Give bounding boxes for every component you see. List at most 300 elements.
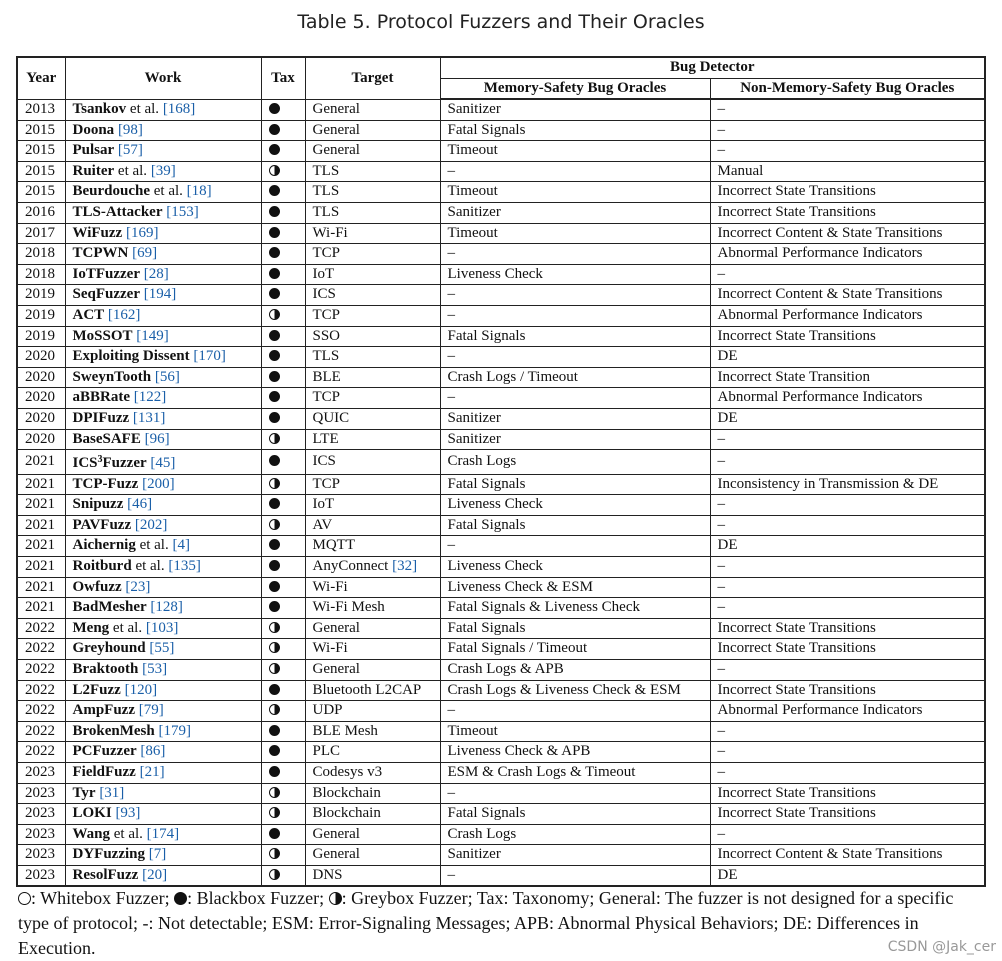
target-cell <box>305 367 440 388</box>
tax-cell <box>261 326 305 347</box>
target-cell <box>305 598 440 619</box>
table-row <box>17 99 985 120</box>
memory-oracle-cell: Fatal Signals <box>440 120 710 141</box>
tax-cell <box>261 804 305 825</box>
legend-greybox: : Greybox Fuzzer; Tax: Taxonomy; General: The fuzzer is not designed for a specific type of protocol; -: Not detectable; ESM: Error-Signaling Messages; APB: Abnormal Physical Behaviors; DE: Differences in Execution. <box>18 888 954 958</box>
year-cell: 2021 <box>17 556 65 577</box>
work-superscript: 3 <box>97 454 103 466</box>
memory-oracle-cell: Liveness Check <box>440 556 710 577</box>
table-row <box>17 285 985 306</box>
work-name: ResolFuzz <box>72 866 139 883</box>
blackbox-icon <box>269 288 280 299</box>
target-name: General <box>312 619 360 636</box>
blackbox-icon <box>269 766 280 777</box>
citation: [96] <box>144 430 170 447</box>
non-memory-oracle-cell: Inconsistency in Transmission & DE <box>710 474 985 495</box>
work-name: Tsankov <box>72 100 127 117</box>
memory-oracle-cell: Liveness Check & ESM <box>440 577 710 598</box>
work-name: SweynTooth <box>72 368 152 385</box>
work-cell <box>65 845 261 866</box>
year-cell: 2020 <box>17 347 65 368</box>
target-cell <box>305 182 440 203</box>
work-cell <box>65 824 261 845</box>
table-row <box>17 680 985 701</box>
tax-cell <box>261 120 305 141</box>
target-name: TLS <box>312 183 340 200</box>
work-name: Owfuzz <box>72 578 122 595</box>
non-memory-oracle-cell: – <box>710 264 985 285</box>
year-cell: 2023 <box>17 845 65 866</box>
legend-footnote <box>18 886 984 961</box>
citation: [28] <box>143 265 169 282</box>
target-cell <box>305 99 440 120</box>
work-name: Aichernig <box>72 537 136 554</box>
work-cell <box>65 680 261 701</box>
table-row <box>17 556 985 577</box>
watermark: CSDN @Jak_cer <box>887 939 996 955</box>
table-row <box>17 408 985 429</box>
citation: [57] <box>117 142 143 159</box>
work-suffix: et al. <box>135 537 169 554</box>
target-name: TLS <box>312 162 340 179</box>
blackbox-icon <box>269 455 280 466</box>
target-cell <box>305 659 440 680</box>
non-memory-oracle-cell: – <box>710 598 985 619</box>
work-cell <box>65 577 261 598</box>
citation: [53] <box>142 660 168 677</box>
citation: [86] <box>140 743 166 760</box>
work-name: MoSSOT <box>72 327 133 344</box>
blackbox-icon <box>269 828 280 839</box>
target-cell <box>305 429 440 450</box>
target-cell <box>305 721 440 742</box>
work-name: DYFuzzing <box>72 846 145 863</box>
table-row <box>17 264 985 285</box>
work-cell <box>65 305 261 326</box>
non-memory-oracle-cell: DE <box>710 536 985 557</box>
target-cell <box>305 804 440 825</box>
tax-cell <box>261 721 305 742</box>
work-cell <box>65 99 261 120</box>
target-name: AnyConnect <box>312 558 389 575</box>
target-name: MQTT <box>312 537 355 554</box>
non-memory-oracle-cell: Incorrect State Transition <box>710 367 985 388</box>
work-cell <box>65 742 261 763</box>
citation: [153] <box>166 204 199 221</box>
tax-cell <box>261 845 305 866</box>
year-cell: 2021 <box>17 495 65 516</box>
year-cell: 2023 <box>17 804 65 825</box>
target-name: TLS <box>312 204 340 221</box>
citation: [135] <box>168 558 201 575</box>
citation: [23] <box>125 578 151 595</box>
target-cell <box>305 845 440 866</box>
work-name: DPIFuzz <box>72 409 130 426</box>
tax-cell <box>261 536 305 557</box>
target-cell <box>305 783 440 804</box>
citation: [20] <box>142 866 168 883</box>
target-name: TCP <box>312 475 341 492</box>
work-cell <box>65 182 261 203</box>
target-name: Wi-Fi <box>312 640 348 657</box>
header-memory-oracles: Memory-Safety Bug Oracles <box>440 78 710 99</box>
tax-cell <box>261 388 305 409</box>
non-memory-oracle-cell: Incorrect State Transitions <box>710 680 985 701</box>
citation: [200] <box>142 475 175 492</box>
work-name: TCP-Fuzz <box>72 475 139 492</box>
target-cell <box>305 264 440 285</box>
non-memory-oracle-cell: – <box>710 141 985 162</box>
non-memory-oracle-cell: Abnormal Performance Indicators <box>710 388 985 409</box>
non-memory-oracle-cell: DE <box>710 865 985 886</box>
target-name: General <box>312 142 360 159</box>
blackbox-icon <box>269 745 280 756</box>
work-name: ACT <box>72 306 105 323</box>
work-cell <box>65 536 261 557</box>
memory-oracle-cell: – <box>440 347 710 368</box>
blackbox-icon <box>269 391 280 402</box>
greybox-icon <box>269 807 280 818</box>
memory-oracle-cell: Timeout <box>440 182 710 203</box>
memory-oracle-cell: Fatal Signals / Timeout <box>440 639 710 660</box>
table-row <box>17 721 985 742</box>
citation: [46] <box>127 496 153 513</box>
table-row <box>17 141 985 162</box>
tax-cell <box>261 408 305 429</box>
work-cell <box>65 701 261 722</box>
table-row <box>17 495 985 516</box>
target-name: ICS <box>312 453 336 470</box>
greybox-icon <box>269 663 280 674</box>
citation: [168] <box>162 100 196 117</box>
tax-cell <box>261 865 305 886</box>
work-cell <box>65 804 261 825</box>
year-cell: 2022 <box>17 701 65 722</box>
work-name: Pulsar <box>72 142 115 159</box>
non-memory-oracle-cell: Abnormal Performance Indicators <box>710 244 985 265</box>
target-cell <box>305 536 440 557</box>
blackbox-icon <box>269 144 280 155</box>
non-memory-oracle-cell: – <box>710 429 985 450</box>
target-cell <box>305 556 440 577</box>
target-name: TCP <box>312 245 341 262</box>
non-memory-oracle-cell: – <box>710 721 985 742</box>
target-name: TCP <box>312 389 341 406</box>
blackbox-icon <box>269 206 280 217</box>
table-row <box>17 536 985 557</box>
table-row <box>17 598 985 619</box>
year-cell: 2019 <box>17 326 65 347</box>
tax-cell <box>261 556 305 577</box>
memory-oracle-cell: – <box>440 536 710 557</box>
work-cell <box>65 783 261 804</box>
target-name: Wi-Fi <box>312 224 348 241</box>
year-cell: 2022 <box>17 659 65 680</box>
work-cell <box>65 223 261 244</box>
non-memory-oracle-cell: Manual <box>710 161 985 182</box>
non-memory-oracle-cell: DE <box>710 347 985 368</box>
target-cell <box>305 618 440 639</box>
year-cell: 2013 <box>17 99 65 120</box>
work-name: Beurdouche <box>72 183 151 200</box>
work-name: Ruiter <box>72 162 115 179</box>
tax-cell <box>261 244 305 265</box>
memory-oracle-cell: Fatal Signals <box>440 326 710 347</box>
non-memory-oracle-cell: – <box>710 742 985 763</box>
work-cell <box>65 598 261 619</box>
target-name: General <box>312 121 360 138</box>
citation: [55] <box>149 640 175 657</box>
work-name: L2Fuzz <box>72 681 121 698</box>
blackbox-icon <box>269 560 280 571</box>
memory-oracle-cell: Sanitizer <box>440 202 710 223</box>
table-row <box>17 762 985 783</box>
table-row <box>17 618 985 639</box>
citation: [128] <box>150 599 183 616</box>
memory-oracle-cell: Fatal Signals <box>440 618 710 639</box>
blackbox-icon <box>269 227 280 238</box>
target-cell <box>305 408 440 429</box>
non-memory-oracle-cell: – <box>710 515 985 536</box>
year-cell: 2019 <box>17 285 65 306</box>
target-name: BLE <box>312 368 341 385</box>
memory-oracle-cell: Liveness Check & APB <box>440 742 710 763</box>
year-cell: 2023 <box>17 865 65 886</box>
tax-cell <box>261 639 305 660</box>
whitebox-icon <box>18 892 31 905</box>
table-row <box>17 742 985 763</box>
blackbox-icon <box>269 412 280 423</box>
memory-oracle-cell: Crash Logs <box>440 824 710 845</box>
non-memory-oracle-cell: Incorrect State Transitions <box>710 618 985 639</box>
citation: [202] <box>134 516 168 533</box>
work-name: Meng <box>72 619 110 636</box>
target-name: General <box>312 660 360 677</box>
year-cell: 2022 <box>17 680 65 701</box>
non-memory-oracle-cell: – <box>710 762 985 783</box>
tax-cell <box>261 223 305 244</box>
legend-blackbox: : Blackbox Fuzzer; <box>187 888 329 908</box>
memory-oracle-cell: Liveness Check <box>440 495 710 516</box>
work-suffix: et al. <box>126 100 160 117</box>
tax-cell <box>261 305 305 326</box>
non-memory-oracle-cell: Incorrect State Transitions <box>710 326 985 347</box>
target-name: UDP <box>312 702 343 719</box>
work-cell <box>65 556 261 577</box>
work-name: PAVFuzz <box>72 516 132 533</box>
work-cell <box>65 721 261 742</box>
work-name: LOKI <box>72 805 112 822</box>
target-name: SSO <box>312 327 341 344</box>
year-cell: 2018 <box>17 244 65 265</box>
work-cell <box>65 264 261 285</box>
table-body <box>17 99 985 886</box>
year-cell: 2021 <box>17 577 65 598</box>
blackbox-icon <box>269 725 280 736</box>
tax-cell <box>261 762 305 783</box>
blackbox-icon <box>269 601 280 612</box>
work-cell <box>65 120 261 141</box>
year-cell: 2016 <box>17 202 65 223</box>
year-cell: 2020 <box>17 429 65 450</box>
year-cell: 2015 <box>17 161 65 182</box>
tax-cell <box>261 99 305 120</box>
citation: [18] <box>186 183 212 200</box>
citation: [179] <box>158 722 191 739</box>
non-memory-oracle-cell: DE <box>710 408 985 429</box>
target-cell <box>305 285 440 306</box>
memory-oracle-cell: Sanitizer <box>440 429 710 450</box>
work-name: Doona <box>72 121 115 138</box>
tax-cell <box>261 783 305 804</box>
target-name: DNS <box>312 866 343 883</box>
target-name: General <box>312 846 360 863</box>
table-row <box>17 804 985 825</box>
citation: [7] <box>148 846 167 863</box>
citation: [45] <box>150 455 176 472</box>
header-tax: Tax <box>261 57 305 99</box>
greybox-icon <box>269 478 280 489</box>
table-row <box>17 515 985 536</box>
work-cell <box>65 865 261 886</box>
year-cell: 2020 <box>17 408 65 429</box>
work-name: TCPWN <box>72 245 129 262</box>
work-name: BaseSAFE <box>72 430 141 447</box>
target-cell <box>305 161 440 182</box>
work-cell <box>65 161 261 182</box>
work-suffix: et al. <box>114 162 148 179</box>
non-memory-oracle-cell: – <box>710 824 985 845</box>
work-name: IoTFuzzer <box>72 265 140 282</box>
tax-cell <box>261 202 305 223</box>
year-cell: 2022 <box>17 742 65 763</box>
work-cell <box>65 202 261 223</box>
citation: [120] <box>124 681 158 698</box>
year-cell: 2015 <box>17 182 65 203</box>
tax-cell <box>261 474 305 495</box>
citation: [98] <box>117 121 143 138</box>
non-memory-oracle-cell: – <box>710 450 985 475</box>
memory-oracle-cell: Fatal Signals & Liveness Check <box>440 598 710 619</box>
table-row <box>17 388 985 409</box>
citation: [21] <box>139 763 165 780</box>
memory-oracle-cell: – <box>440 161 710 182</box>
target-cell <box>305 141 440 162</box>
non-memory-oracle-cell: Abnormal Performance Indicators <box>710 305 985 326</box>
citation: [174] <box>146 825 180 842</box>
memory-oracle-cell: Timeout <box>440 223 710 244</box>
non-memory-oracle-cell: Incorrect Content & State Transitions <box>710 845 985 866</box>
work-cell <box>65 515 261 536</box>
work-cell <box>65 244 261 265</box>
non-memory-oracle-cell: – <box>710 120 985 141</box>
non-memory-oracle-cell: – <box>710 495 985 516</box>
header-bug-detector: Bug Detector <box>440 57 985 78</box>
work-name: Wang <box>72 825 111 842</box>
table-row <box>17 305 985 326</box>
citation: [93] <box>115 805 141 822</box>
target-name: Codesys v3 <box>312 763 383 780</box>
greybox-icon <box>269 848 280 859</box>
tax-cell <box>261 680 305 701</box>
target-cell <box>305 347 440 368</box>
non-memory-oracle-cell: – <box>710 99 985 120</box>
citation: [169] <box>125 224 159 241</box>
table-row <box>17 120 985 141</box>
memory-oracle-cell: – <box>440 305 710 326</box>
work-name: WiFuzz <box>72 224 123 241</box>
work-name: AmpFuzz <box>72 702 135 719</box>
year-cell: 2023 <box>17 824 65 845</box>
blackbox-icon <box>174 892 187 905</box>
blackbox-icon <box>269 103 280 114</box>
tax-cell <box>261 495 305 516</box>
target-name: AV <box>312 516 333 533</box>
target-cell <box>305 742 440 763</box>
memory-oracle-cell: Sanitizer <box>440 408 710 429</box>
work-cell <box>65 495 261 516</box>
greybox-icon <box>269 787 280 798</box>
greybox-icon <box>269 622 280 633</box>
target-name: IoT <box>312 496 335 513</box>
year-cell: 2021 <box>17 536 65 557</box>
work-cell <box>65 762 261 783</box>
table-row <box>17 182 985 203</box>
tax-cell <box>261 285 305 306</box>
memory-oracle-cell: Crash Logs & Liveness Check & ESM <box>440 680 710 701</box>
year-cell: 2020 <box>17 367 65 388</box>
memory-oracle-cell: – <box>440 783 710 804</box>
non-memory-oracle-cell: Incorrect State Transitions <box>710 202 985 223</box>
memory-oracle-cell: Sanitizer <box>440 845 710 866</box>
tax-cell <box>261 824 305 845</box>
target-cell <box>305 474 440 495</box>
target-name: BLE Mesh <box>312 722 378 739</box>
table-caption: Table 5. Protocol Fuzzers and Their Oracles <box>297 11 705 33</box>
target-cell <box>305 680 440 701</box>
memory-oracle-cell: – <box>440 388 710 409</box>
work-name: Tyr <box>72 784 96 801</box>
blackbox-icon <box>269 330 280 341</box>
target-cell <box>305 577 440 598</box>
target-name: LTE <box>312 430 339 447</box>
work-suffix: et al. <box>109 619 143 636</box>
memory-oracle-cell: Timeout <box>440 721 710 742</box>
memory-oracle-cell: – <box>440 865 710 886</box>
memory-oracle-cell: Liveness Check <box>440 264 710 285</box>
tax-cell <box>261 515 305 536</box>
work-name: aBBRate <box>72 389 130 406</box>
tax-cell <box>261 618 305 639</box>
table-row <box>17 347 985 368</box>
non-memory-oracle-cell: – <box>710 577 985 598</box>
header-year: Year <box>17 57 65 99</box>
target-cell <box>305 305 440 326</box>
target-cell <box>305 223 440 244</box>
citation: [194] <box>143 286 177 303</box>
non-memory-oracle-cell: Incorrect State Transitions <box>710 639 985 660</box>
work-name: TLS-Attacker <box>72 204 163 221</box>
table-row <box>17 577 985 598</box>
year-cell: 2021 <box>17 450 65 475</box>
tax-cell <box>261 659 305 680</box>
tax-cell <box>261 577 305 598</box>
greybox-icon <box>269 869 280 880</box>
non-memory-oracle-cell: Abnormal Performance Indicators <box>710 701 985 722</box>
work-cell <box>65 367 261 388</box>
year-cell: 2015 <box>17 141 65 162</box>
work-cell <box>65 639 261 660</box>
